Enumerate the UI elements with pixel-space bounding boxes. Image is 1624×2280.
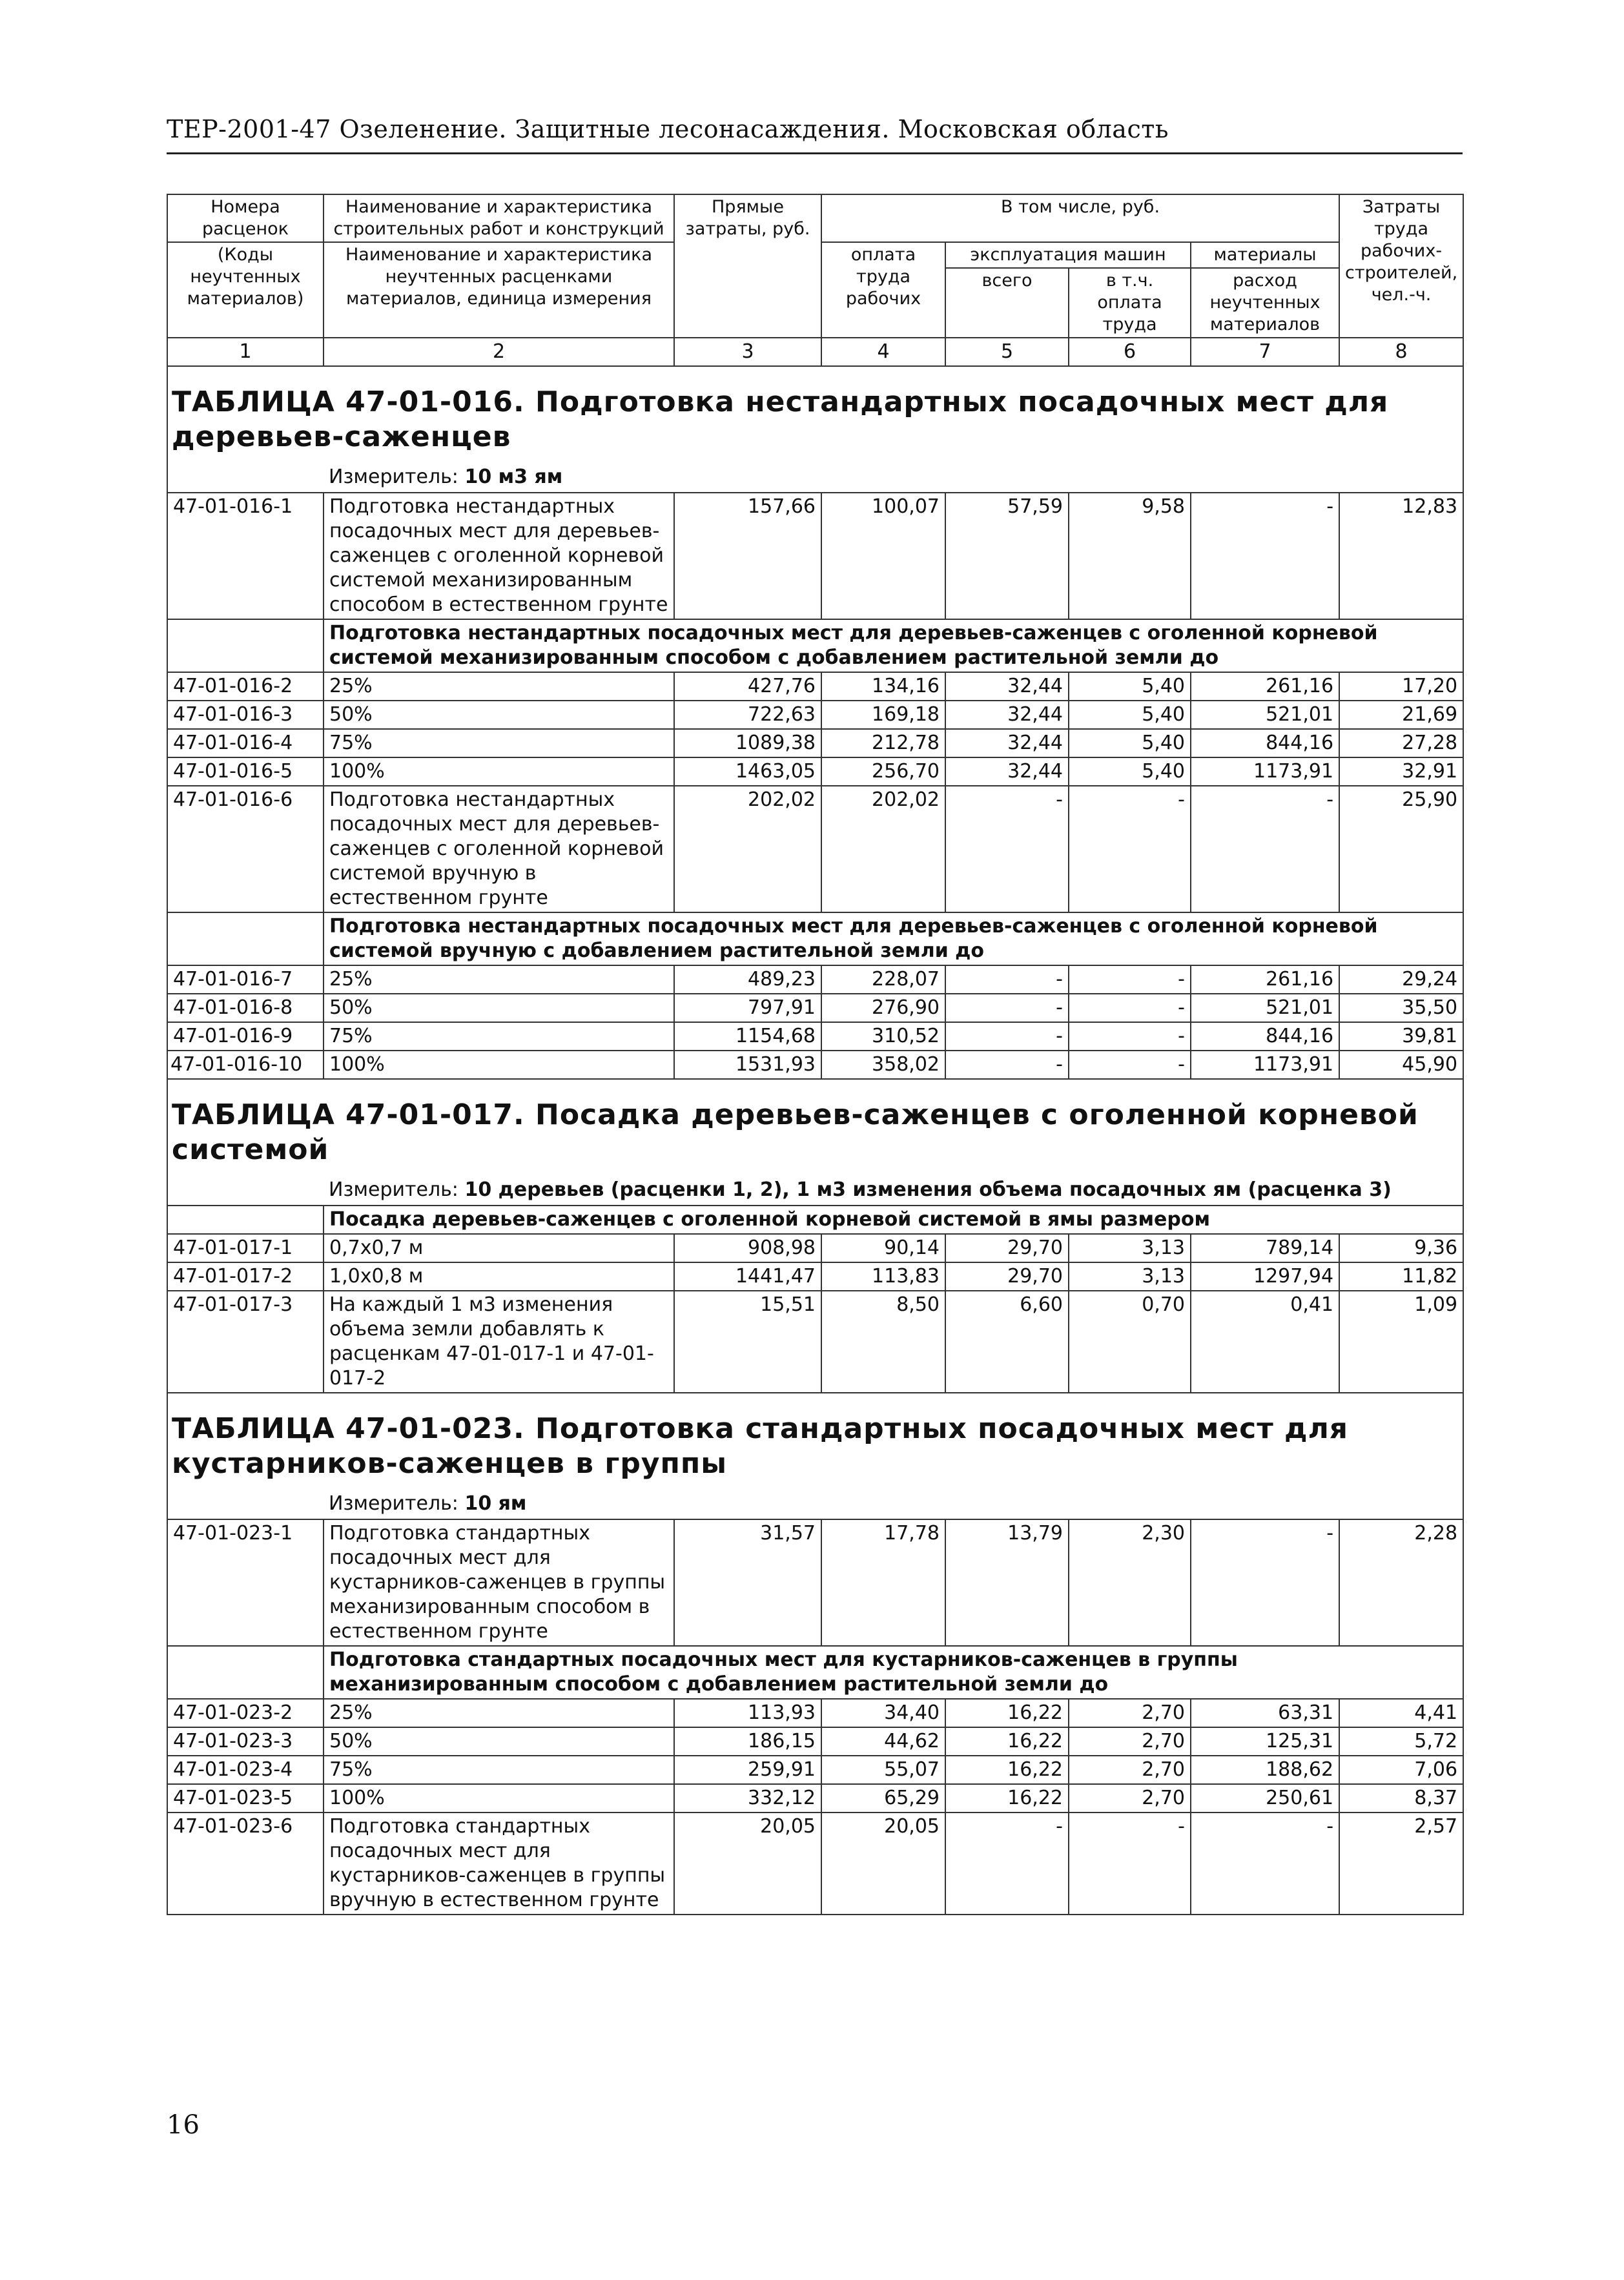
materials: - <box>1191 1813 1339 1915</box>
labor-hours: 1,09 <box>1339 1291 1463 1393</box>
col6-header: в т.ч. оплата труда <box>1069 268 1191 338</box>
meter-value: 10 ям <box>464 1492 527 1515</box>
direct-costs: 259,91 <box>674 1756 821 1784</box>
col1-header-bottom: (Коды неучтенных материалов) <box>167 242 324 338</box>
subheading: Подготовка нестандартных посадочных мест для деревьев-саженцев с оголенной корневой системой вручную с добавлением растительной земли до <box>324 912 1463 965</box>
colnum-5: 5 <box>945 338 1069 366</box>
direct-costs: 202,02 <box>674 786 821 912</box>
col2-header-top: Наименование и характеристика строительных работ и конструкций <box>324 194 674 242</box>
machines-wages: - <box>1069 994 1191 1022</box>
machines-total: 32,44 <box>945 757 1069 786</box>
machines-wages: 2,30 <box>1069 1519 1191 1646</box>
direct-costs: 332,12 <box>674 1784 821 1813</box>
labor-wages: 55,07 <box>821 1756 945 1784</box>
work-name: 100% <box>324 1784 674 1813</box>
machines-wages: 2,70 <box>1069 1756 1191 1784</box>
machines-total: 13,79 <box>945 1519 1069 1646</box>
machines-total: 32,44 <box>945 672 1069 701</box>
meter-row <box>167 1484 1463 1519</box>
meter-value: 10 деревьев (расценки 1, 2), 1 м3 изменения объема посадочных ям (расценка 3) <box>464 1178 1392 1201</box>
machines-wages: - <box>1069 786 1191 912</box>
machines-total: - <box>945 1022 1069 1051</box>
table-row <box>167 965 1463 994</box>
labor-hours: 25,90 <box>1339 786 1463 912</box>
materials: 0,41 <box>1191 1291 1339 1393</box>
labor-wages: 100,07 <box>821 493 945 619</box>
table-title <box>167 1393 1463 1484</box>
materials: - <box>1191 493 1339 619</box>
direct-costs: 31,57 <box>674 1519 821 1646</box>
work-name: Подготовка стандартных посадочных мест для кустарников-саженцев в группы вручную в естественном грунте <box>324 1813 674 1915</box>
meter-row <box>167 457 1463 493</box>
col2-header-bottom: Наименование и характеристика неучтенных расценками материалов, единица измерения <box>324 242 674 338</box>
labor-wages: 34,40 <box>821 1699 945 1727</box>
materials: - <box>1191 1519 1339 1646</box>
rate-code: 47-01-017-2 <box>167 1262 324 1291</box>
materials: - <box>1191 786 1339 912</box>
materials-header: материалы <box>1191 242 1339 268</box>
direct-costs: 1463,05 <box>674 757 821 786</box>
labor-wages: 202,02 <box>821 786 945 912</box>
table-row <box>167 757 1463 786</box>
labor-hours: 11,82 <box>1339 1262 1463 1291</box>
rate-code: 47-01-016-1 <box>167 493 324 619</box>
machines-wages: - <box>1069 965 1191 994</box>
labor-hours: 17,20 <box>1339 672 1463 701</box>
table-title <box>167 1079 1463 1170</box>
meter-row <box>167 1170 1463 1206</box>
subheading: Подготовка нестандартных посадочных мест для деревьев-саженцев с оголенной корневой системой механизированным способом с добавлением растительной земли до <box>324 619 1463 672</box>
labor-wages: 134,16 <box>821 672 945 701</box>
direct-costs: 797,91 <box>674 994 821 1022</box>
machines-total: 29,70 <box>945 1234 1069 1262</box>
work-name: 50% <box>324 994 674 1022</box>
rate-code: 47-01-017-1 <box>167 1234 324 1262</box>
machines-total: 16,22 <box>945 1699 1069 1727</box>
labor-hours: 9,36 <box>1339 1234 1463 1262</box>
machines-wages: 9,58 <box>1069 493 1191 619</box>
table-row <box>167 1519 1463 1646</box>
page-header: ТЕР-2001-47 Озеленение. Защитные лесонасаждения. Московская область <box>167 115 1169 143</box>
rate-code: 47-01-023-1 <box>167 1519 324 1646</box>
table-row <box>167 1756 1463 1784</box>
materials: 1173,91 <box>1191 757 1339 786</box>
rate-code: 47-01-016-8 <box>167 994 324 1022</box>
table-title-text: ТАБЛИЦА 47-01-023. Подготовка стандартных посадочных мест для кустарников-саженцев в группы <box>172 1412 1349 1480</box>
work-name: 100% <box>324 757 674 786</box>
labor-hours: 2,28 <box>1339 1519 1463 1646</box>
rate-code: 47-01-016-5 <box>167 757 324 786</box>
materials: 188,62 <box>1191 1756 1339 1784</box>
colnum-4: 4 <box>821 338 945 366</box>
table-row <box>167 1784 1463 1813</box>
labor-hours: 4,41 <box>1339 1699 1463 1727</box>
machines-total: 57,59 <box>945 493 1069 619</box>
subhead-blank <box>167 1206 324 1234</box>
colnum-2: 2 <box>324 338 674 366</box>
machines-wages: 2,70 <box>1069 1784 1191 1813</box>
rate-code: 47-01-016-6 <box>167 786 324 912</box>
work-name: 75% <box>324 1022 674 1051</box>
subhead-blank <box>167 619 324 672</box>
table-row <box>167 1234 1463 1262</box>
labor-wages: 310,52 <box>821 1022 945 1051</box>
direct-costs: 1441,47 <box>674 1262 821 1291</box>
direct-costs: 20,05 <box>674 1813 821 1915</box>
table-row <box>167 1813 1463 1915</box>
rate-code: 47-01-016-2 <box>167 672 324 701</box>
direct-costs: 157,66 <box>674 493 821 619</box>
work-name: 1,0х0,8 м <box>324 1262 674 1291</box>
labor-wages: 276,90 <box>821 994 945 1022</box>
table-row <box>167 994 1463 1022</box>
table-row <box>167 1022 1463 1051</box>
work-name: 75% <box>324 729 674 757</box>
machines-total: - <box>945 965 1069 994</box>
header-rule <box>167 152 1463 154</box>
materials: 125,31 <box>1191 1727 1339 1756</box>
col7-header: расход неучтенных материалов <box>1191 268 1339 338</box>
work-name: Подготовка нестандартных посадочных мест для деревьев-саженцев с оголенной корневой системой механизированным способом в естественном грунте <box>324 493 674 619</box>
rate-code: 47-01-023-5 <box>167 1784 324 1813</box>
labor-wages: 228,07 <box>821 965 945 994</box>
meter-label: Измеритель: <box>329 466 465 488</box>
table-row <box>167 1262 1463 1291</box>
machines-total: 6,60 <box>945 1291 1069 1393</box>
labor-wages: 113,83 <box>821 1262 945 1291</box>
materials: 63,31 <box>1191 1699 1339 1727</box>
machines-wages: 2,70 <box>1069 1727 1191 1756</box>
direct-costs: 1089,38 <box>674 729 821 757</box>
machines-wages: 2,70 <box>1069 1699 1191 1727</box>
work-name: На каждый 1 м3 изменения объема земли добавлять к расценкам 47-01-017-1 и 47-01-017-2 <box>324 1291 674 1393</box>
colnum-7: 7 <box>1191 338 1339 366</box>
rate-code: 47-01-016-3 <box>167 701 324 729</box>
machines-wages: 3,13 <box>1069 1262 1191 1291</box>
materials: 261,16 <box>1191 965 1339 994</box>
machines-total: - <box>945 1051 1069 1079</box>
table-row <box>167 672 1463 701</box>
labor-hours: 45,90 <box>1339 1051 1463 1079</box>
machines-wages: - <box>1069 1022 1191 1051</box>
col4-header: оплата труда рабочих <box>821 242 945 338</box>
labor-hours: 21,69 <box>1339 701 1463 729</box>
machines-total: 32,44 <box>945 729 1069 757</box>
table-row <box>167 1051 1463 1079</box>
table-row <box>167 1699 1463 1727</box>
machines-wages: - <box>1069 1051 1191 1079</box>
labor-wages: 17,78 <box>821 1519 945 1646</box>
labor-hours: 32,91 <box>1339 757 1463 786</box>
materials: 1297,94 <box>1191 1262 1339 1291</box>
col5-header: всего <box>945 268 1069 338</box>
meter-value: 10 м3 ям <box>464 466 563 488</box>
rate-code: 47-01-023-3 <box>167 1727 324 1756</box>
labor-wages: 90,14 <box>821 1234 945 1262</box>
work-name: 75% <box>324 1756 674 1784</box>
machines-total: - <box>945 994 1069 1022</box>
col8-header: Затраты труда рабочих-строителей, чел.-ч. <box>1339 194 1463 338</box>
work-name: Подготовка нестандартных посадочных мест для деревьев-саженцев с оголенной корневой системой вручную в естественном грунте <box>324 786 674 912</box>
table-title-text: ТАБЛИЦА 47-01-017. Посадка деревьев-саженцев с оголенной корневой системой <box>172 1098 1419 1166</box>
machines-total: 32,44 <box>945 701 1069 729</box>
labor-hours: 7,06 <box>1339 1756 1463 1784</box>
labor-wages: 20,05 <box>821 1813 945 1915</box>
rate-code: 47-01-016-10 <box>167 1051 324 1079</box>
labor-wages: 8,50 <box>821 1291 945 1393</box>
machines-wages: 5,40 <box>1069 672 1191 701</box>
direct-costs: 1531,93 <box>674 1051 821 1079</box>
labor-hours: 27,28 <box>1339 729 1463 757</box>
machines-total: 16,22 <box>945 1756 1069 1784</box>
meter-label: Измеритель: <box>329 1492 465 1515</box>
machines-total: 16,22 <box>945 1727 1069 1756</box>
machines-wages: 0,70 <box>1069 1291 1191 1393</box>
machines-total: 16,22 <box>945 1784 1069 1813</box>
rate-code: 47-01-017-3 <box>167 1291 324 1393</box>
direct-costs: 1154,68 <box>674 1022 821 1051</box>
col3-header: Прямые затраты, руб. <box>674 194 821 338</box>
labor-wages: 65,29 <box>821 1784 945 1813</box>
table-row <box>167 786 1463 912</box>
machines-wages: 5,40 <box>1069 757 1191 786</box>
rate-code: 47-01-016-9 <box>167 1022 324 1051</box>
table-row <box>167 701 1463 729</box>
labor-wages: 44,62 <box>821 1727 945 1756</box>
direct-costs: 489,23 <box>674 965 821 994</box>
machines-total: - <box>945 1813 1069 1915</box>
work-name: Подготовка стандартных посадочных мест для кустарников-саженцев в группы механизированным способом в естественном грунте <box>324 1519 674 1646</box>
work-name: 25% <box>324 965 674 994</box>
materials: 521,01 <box>1191 701 1339 729</box>
labor-wages: 212,78 <box>821 729 945 757</box>
direct-costs: 427,76 <box>674 672 821 701</box>
direct-costs: 15,51 <box>674 1291 821 1393</box>
colnum-6: 6 <box>1069 338 1191 366</box>
machines-total: 29,70 <box>945 1262 1069 1291</box>
machines-wages: 5,40 <box>1069 701 1191 729</box>
rate-code: 47-01-023-2 <box>167 1699 324 1727</box>
materials: 844,16 <box>1191 1022 1339 1051</box>
table-row <box>167 1727 1463 1756</box>
machines-wages: - <box>1069 1813 1191 1915</box>
materials: 261,16 <box>1191 672 1339 701</box>
rate-code: 47-01-016-4 <box>167 729 324 757</box>
materials: 789,14 <box>1191 1234 1339 1262</box>
machines-header: эксплуатация машин <box>945 242 1191 268</box>
materials: 844,16 <box>1191 729 1339 757</box>
colnum-3: 3 <box>674 338 821 366</box>
table-title <box>167 366 1463 457</box>
labor-hours: 39,81 <box>1339 1022 1463 1051</box>
labor-hours: 8,37 <box>1339 1784 1463 1813</box>
rates-table <box>167 194 1464 1915</box>
work-name: 25% <box>324 1699 674 1727</box>
rate-code: 47-01-023-4 <box>167 1756 324 1784</box>
labor-hours: 29,24 <box>1339 965 1463 994</box>
subheading: Подготовка стандартных посадочных мест для кустарников-саженцев в группы механизированным способом с добавлением растительной земли до <box>324 1646 1463 1699</box>
work-name: 100% <box>324 1051 674 1079</box>
labor-wages: 256,70 <box>821 757 945 786</box>
table-row <box>167 493 1463 619</box>
subheading: Посадка деревьев-саженцев с оголенной корневой системой в ямы размером <box>324 1206 1463 1234</box>
table-row <box>167 1291 1463 1393</box>
subhead-blank <box>167 912 324 965</box>
direct-costs: 908,98 <box>674 1234 821 1262</box>
table-title-text: ТАБЛИЦА 47-01-016. Подготовка нестандартных посадочных мест для деревьев-саженцев <box>172 385 1389 453</box>
direct-costs: 186,15 <box>674 1727 821 1756</box>
labor-hours: 12,83 <box>1339 493 1463 619</box>
work-name: 50% <box>324 1727 674 1756</box>
colnum-8: 8 <box>1339 338 1463 366</box>
labor-wages: 169,18 <box>821 701 945 729</box>
materials: 521,01 <box>1191 994 1339 1022</box>
rate-code: 47-01-023-6 <box>167 1813 324 1915</box>
materials: 250,61 <box>1191 1784 1339 1813</box>
incl-header: В том числе, руб. <box>821 194 1339 242</box>
direct-costs: 722,63 <box>674 701 821 729</box>
labor-wages: 358,02 <box>821 1051 945 1079</box>
page-number: 16 <box>167 2110 200 2140</box>
rate-code: 47-01-016-7 <box>167 965 324 994</box>
machines-wages: 5,40 <box>1069 729 1191 757</box>
work-name: 25% <box>324 672 674 701</box>
meter-label: Измеритель: <box>329 1178 465 1201</box>
direct-costs: 113,93 <box>674 1699 821 1727</box>
labor-hours: 35,50 <box>1339 994 1463 1022</box>
materials: 1173,91 <box>1191 1051 1339 1079</box>
table-row <box>167 729 1463 757</box>
col1-header-top: Номера расценок <box>167 194 324 242</box>
work-name: 50% <box>324 701 674 729</box>
machines-wages: 3,13 <box>1069 1234 1191 1262</box>
machines-total: - <box>945 786 1069 912</box>
labor-hours: 5,72 <box>1339 1727 1463 1756</box>
colnum-1: 1 <box>167 338 324 366</box>
subhead-blank <box>167 1646 324 1699</box>
work-name: 0,7х0,7 м <box>324 1234 674 1262</box>
labor-hours: 2,57 <box>1339 1813 1463 1915</box>
